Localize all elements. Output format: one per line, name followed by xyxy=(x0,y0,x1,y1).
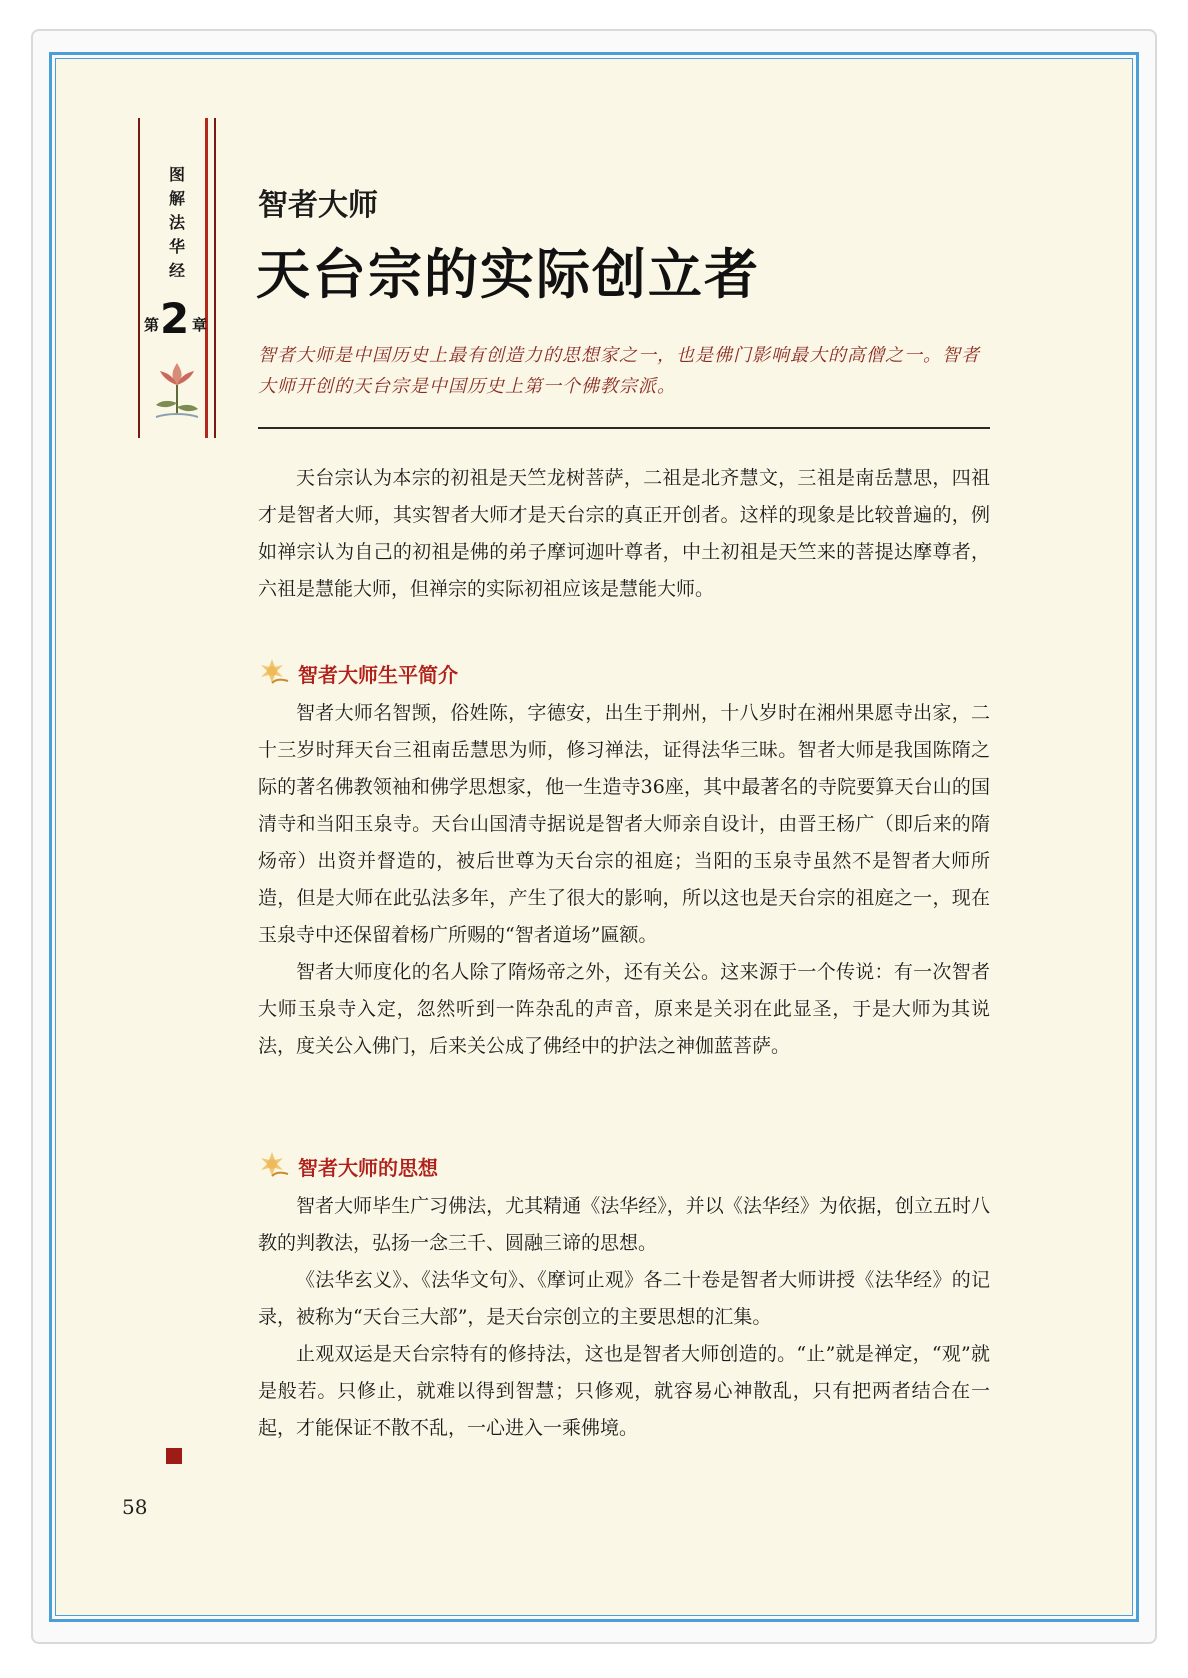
book-title-char: 法 xyxy=(168,213,185,232)
intro-text: 智者大师是中国历史上最有创造力的思想家之一，也是佛门影响最大的高僧之一。智者大师开创的天台宗是中国历史上第一个佛教宗派。 xyxy=(258,345,980,397)
lotus-icon xyxy=(150,355,204,425)
book-title-vertical xyxy=(164,163,190,283)
flower-icon xyxy=(258,1150,292,1180)
body-block-2 xyxy=(258,695,990,1065)
chapter-number: 2 xyxy=(160,294,190,343)
paragraph: 《法华玄义》、《法华文句》、《摩诃止观》各二十卷是智者大师讲授《法华经》的记录，被称为“天台三大部”，是天台宗创立的主要思想的汇集。 xyxy=(258,1269,990,1328)
book-title-char: 经 xyxy=(168,261,185,280)
chapter-prefix: 第 xyxy=(144,316,160,334)
chapter-label xyxy=(144,294,210,352)
body-block-3 xyxy=(258,1188,990,1447)
page-title: 天台宗的实际创立者 xyxy=(256,242,760,306)
section-subtitle: 智者大师 xyxy=(258,188,378,223)
paragraph: 智者大师度化的名人除了隋炀帝之外，还有关公。这来源于一个传说：有一次智者大师玉泉寺入定，忽然听到一阵杂乱的声音，原来是关羽在此显圣，于是大师为其说法，度关公入佛门，后来关公成了佛经中的护法之神伽蓝菩萨。 xyxy=(258,961,990,1057)
side-tab-red-rule xyxy=(205,118,208,438)
paragraph: 止观双运是天台宗特有的修持法，这也是智者大师创造的。“止”就是禅定，“观”就是般若。只修止，就难以得到智慧；只修观，就容易心神散乱，只有把两者结合在一起，才能保证不散不乱，一心进入一乘佛境。 xyxy=(258,1343,990,1439)
chapter-suffix: 章 xyxy=(192,316,208,334)
page-number: 58 xyxy=(122,1495,148,1519)
divider xyxy=(258,427,990,429)
flower-icon xyxy=(258,657,292,687)
paragraph: 智者大师毕生广习佛法，尤其精通《法华经》，并以《法华经》为依据，创立五时八教的判教法，弘扬一念三千、圆融三谛的思想。 xyxy=(258,1195,990,1254)
body-block-1 xyxy=(258,460,990,608)
book-title-char: 华 xyxy=(168,237,185,256)
book-title-char: 解 xyxy=(168,189,185,208)
paragraph: 智者大师名智𫖮，俗姓陈，字德安，出生于荆州，十八岁时在湘州果愿寺出家，二十三岁时拜天台三祖南岳慧思为师，修习禅法，证得法华三昧。智者大师是我国陈隋之际的著名佛教领袖和佛学思想家，他一生造寺36座，其中最著名的寺院要算天台山的国清寺和当阳玉泉寺。天台山国清寺据说是智者大师亲自设计，由晋王杨广（即后来的隋炀帝）出资并督造的，被后世尊为天台宗的祖庭；当阳的玉泉寺虽然不是智者大师所造，但是大师在此弘法多年，产生了很大的影响，所以这也是天台宗的祖庭之一，现在玉泉寺中还保留着杨广所赐的“智者道场”匾额。 xyxy=(258,702,990,946)
page-marker xyxy=(166,1448,182,1464)
section-heading-label: 智者大师的思想 xyxy=(298,1156,438,1180)
paragraph: 天台宗认为本宗的初祖是天竺龙树菩萨，二祖是北齐慧文，三祖是南岳慧思，四祖才是智者大师，其实智者大师才是天台宗的真正开创者。这样的现象是比较普遍的，例如禅宗认为自己的初祖是佛的弟子摩诃迦叶尊者，中土初祖是天竺来的菩提达摩尊者，六祖是慧能大师，但禅宗的实际初祖应该是慧能大师。 xyxy=(258,467,990,600)
section-heading-label: 智者大师生平简介 xyxy=(298,663,458,687)
book-title-char: 图 xyxy=(168,165,185,184)
